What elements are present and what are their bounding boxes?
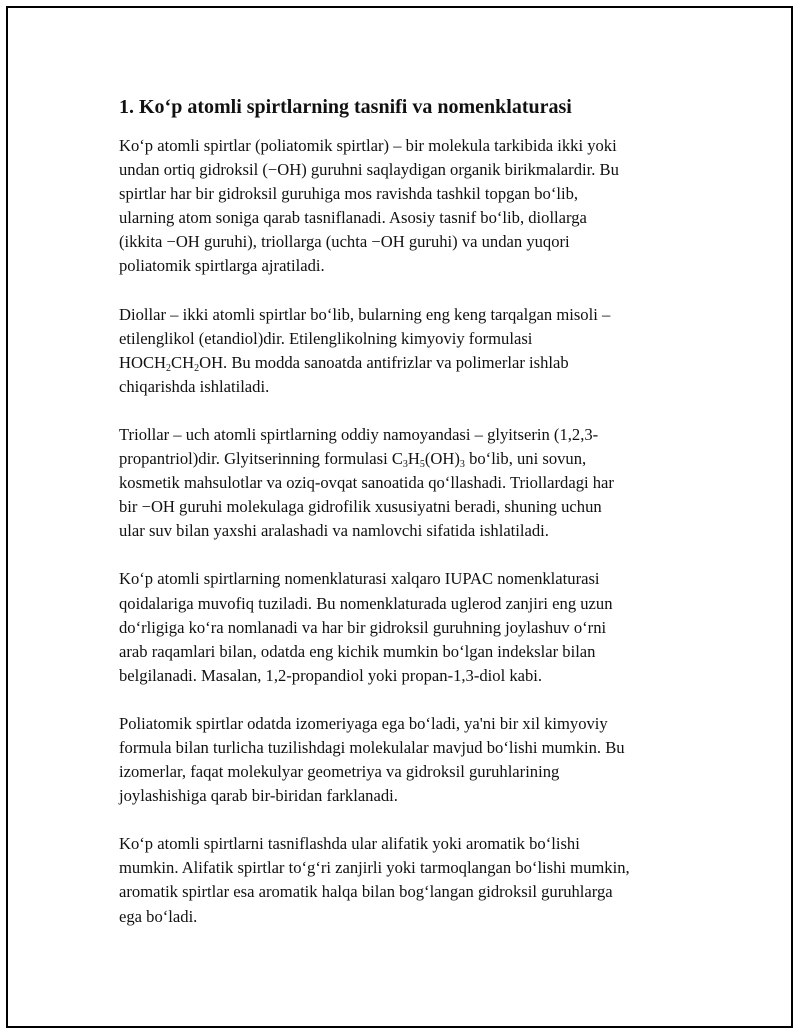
text-line: ega boʻladi.: [119, 906, 198, 926]
formula-part: propantriol)dir. Glyitserinning formulasi C: [119, 449, 403, 469]
paragraph-isomerism: [119, 712, 699, 808]
formula-part: OH. Bu modda sanoatda antifrizlar va polimerlar ishlab: [199, 352, 569, 372]
formula-subscript: 3: [402, 459, 408, 471]
text-line: kosmetik mahsulotlar va oziq-ovqat sanoatida qoʻllashadi. Triollardagi har: [119, 473, 614, 493]
text-line: etilenglikol (etandiol)dir. Etilenglikolning kimyoviy formulasi: [119, 328, 533, 348]
formula-subscript: 2: [166, 362, 172, 374]
paragraph-classification: [119, 134, 699, 279]
paragraph-aliphatic-aromatic: [119, 832, 699, 928]
paragraph-triols: [119, 423, 699, 543]
text-line: joylashishiga qarab bir-biridan farklanadi.: [119, 786, 398, 806]
document-body: [119, 93, 699, 953]
text-line: izomerlar, faqat molekulyar geometriya va gidroksil guruhlarining: [119, 762, 560, 782]
text-line: qoidalariga muvofiq tuziladi. Bu nomenklaturada uglerod zanjiri eng uzun: [119, 593, 613, 613]
text-line: mumkin. Alifatik spirtlar toʻgʻri zanjirli yoki tarmoqlangan boʻlishi mumkin,: [119, 858, 630, 878]
text-line: Poliatomik spirtlar odatda izomeriyaga ega boʻladi, ya'ni bir xil kimyoviy: [119, 713, 608, 733]
text-line: arab raqamlari bilan, odatda eng kichik mumkin boʻlgan indekslar bilan: [119, 641, 596, 661]
formula-part: HOCH: [119, 352, 167, 372]
formula-part: (OH): [424, 449, 460, 469]
section-heading: 1. Koʻp atomli spirtlarning tasnifi va nomenklaturasi: [119, 96, 572, 118]
formula-part: H: [407, 449, 420, 469]
formula-part: boʻlib, uni sovun,: [464, 449, 587, 469]
text-line: Diollar – ikki atomli spirtlar boʻlib, bularning eng keng tarqalgan misoli –: [119, 304, 611, 324]
text-line: spirtlar har bir gidroksil guruhiga mos ravishda tashkil topgan boʻlib,: [119, 184, 579, 204]
text-line: aromatik spirtlar esa aromatik halqa bilan bogʻlangan gidroksil guruhlarga: [119, 882, 613, 902]
text-line: doʻrligiga koʻra nomlanadi va har bir gidroksil guruhning joylashuv oʻrni: [119, 617, 607, 637]
text-line: ular suv bilan yaxshi aralashadi va namlovchi sifatida ishlatiladi.: [119, 521, 549, 541]
text-line: Triollar – uch atomli spirtlarning oddiy namoyandasi – glyitserin (1,2,3-: [119, 424, 599, 444]
text-line: Koʻp atomli spirtlarning nomenklaturasi xalqaro IUPAC nomenklaturasi: [119, 569, 600, 589]
text-line: Koʻp atomli spirtlarni tasniflashda ular alifatik yoki aromatik boʻlishi: [119, 834, 580, 854]
formula-part: CH: [171, 352, 195, 372]
paragraph-nomenclature: [119, 567, 699, 687]
text-line: poliatomik spirtlarga ajratiladi.: [119, 256, 325, 276]
text-line: undan ortiq gidroksil (−OH) guruhni saqlaydigan organik birikmalardir. Bu: [119, 160, 619, 180]
text-line: formula bilan turlicha tuzilishdagi molekulalar mavjud boʻlishi mumkin. Bu: [119, 737, 625, 757]
formula-subscript: 2: [194, 362, 200, 374]
text-line: chiqarishda ishlatiladi.: [119, 376, 270, 396]
text-line: bir −OH guruhi molekulaga gidrofilik xususiyatni beradi, shuning uchun: [119, 497, 602, 517]
text-line: (ikkita −OH guruhi), triollarga (uchta −OH guruhi) va undan yuqori: [119, 232, 570, 252]
formula-subscript: 3: [459, 459, 465, 471]
text-line: ularning atom soniga qarab tasniflanadi. Asosiy tasnif boʻlib, diollarga: [119, 208, 587, 228]
paragraph-diols: [119, 303, 699, 399]
page-frame: [6, 6, 793, 1028]
text-line: belgilanadi. Masalan, 1,2-propandiol yoki propan-1,3-diol kabi.: [119, 665, 543, 685]
formula-line: [119, 351, 699, 375]
formula-line: [119, 447, 699, 471]
text-line: Koʻp atomli spirtlar (poliatomik spirtlar) – bir molekula tarkibida ikki yoki: [119, 136, 617, 155]
formula-subscript: 5: [419, 459, 425, 471]
